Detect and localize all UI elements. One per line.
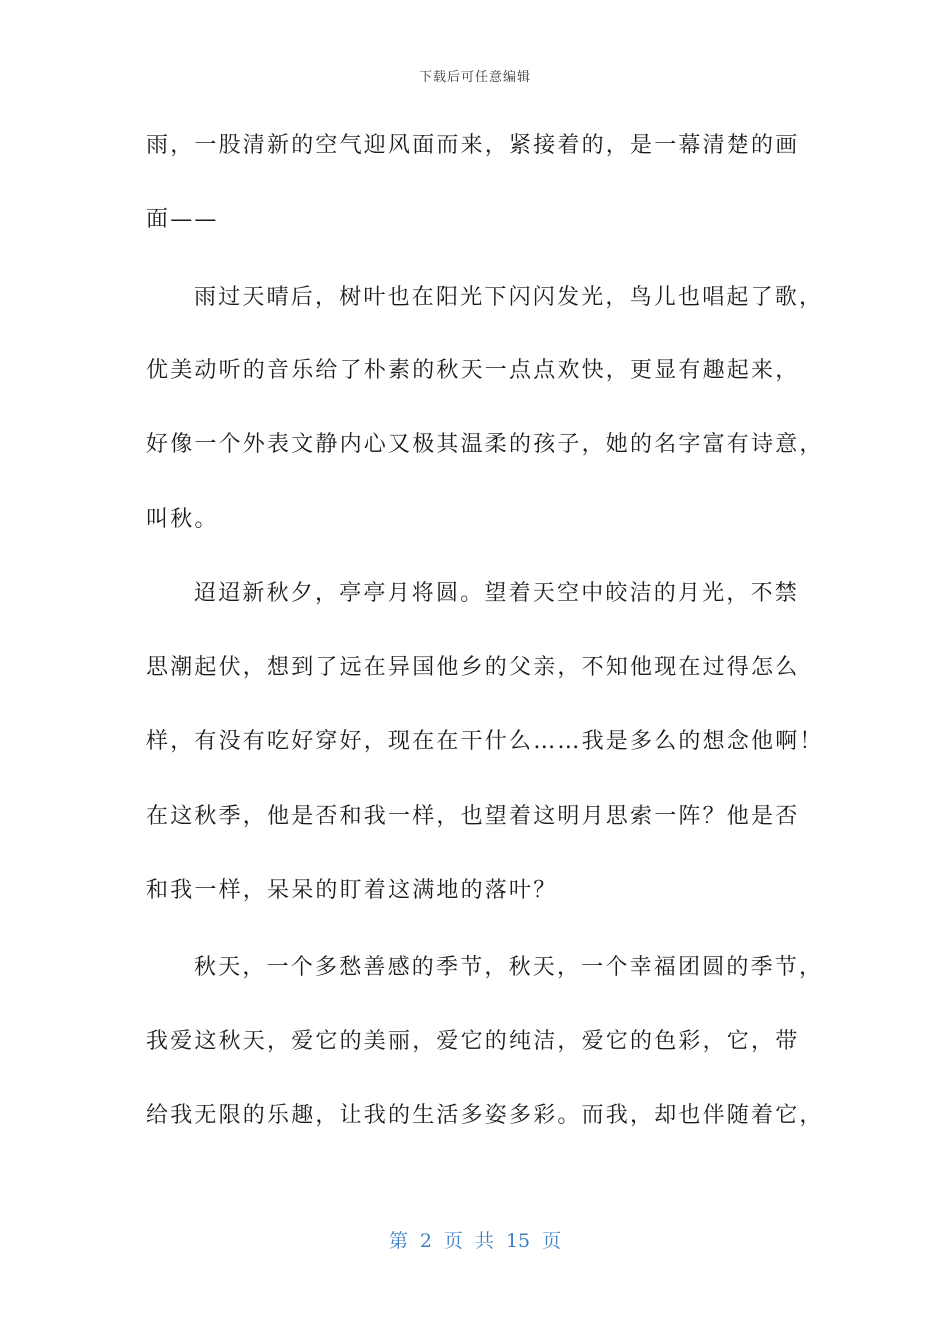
text-line: 在这秋季，他是否和我一样，也望着这明月思索一阵？他是否 <box>146 804 800 829</box>
page-label-mid: 页 共 <box>443 1230 494 1252</box>
page-label-suffix: 页 <box>542 1230 562 1252</box>
text-line: 好像一个外表文静内心又极其温柔的孩子，她的名字富有诗意， <box>146 432 824 457</box>
text-line: 给我无限的乐趣，让我的生活多姿多彩。而我，却也伴随着它， <box>146 1103 824 1128</box>
current-page-number: 2 <box>419 1230 432 1252</box>
page-header-note: 下载后可任意编辑 <box>418 70 531 85</box>
paragraph-start-line: 秋天，一个多愁善感的季节，秋天，一个幸福团圆的季节， <box>194 955 824 980</box>
page-label-prefix: 第 <box>388 1230 408 1252</box>
text-line: 思潮起伏，想到了远在异国他乡的父亲，不知他现在过得怎么 <box>146 655 800 680</box>
text-line: 和我一样，呆呆的盯着这满地的落叶？ <box>146 878 558 903</box>
text-line: 样，有没有吃好穿好，现在在干什么……我是多么的想念他啊！ <box>146 729 824 754</box>
text-line: 雨，一股清新的空气迎风面而来，紧接着的，是一幕清楚的画 <box>146 133 800 158</box>
text-line: 面—— <box>146 207 219 232</box>
page-number-footer <box>0 1226 950 1253</box>
text-line: 优美动听的音乐给了朴素的秋天一点点欢快，更显有趣起来， <box>146 358 800 383</box>
paragraph-start-line: 迢迢新秋夕，亭亭月将圆。望着天空中皎洁的月光，不禁 <box>194 581 800 606</box>
text-line: 我爱这秋天，爱它的美丽，爱它的纯洁，爱它的色彩，它，带 <box>146 1029 800 1054</box>
total-pages-number: 15 <box>505 1230 531 1252</box>
text-line: 叫秋。 <box>146 507 219 532</box>
paragraph-start-line: 雨过天晴后，树叶也在阳光下闪闪发光，鸟儿也唱起了歌， <box>194 285 824 310</box>
